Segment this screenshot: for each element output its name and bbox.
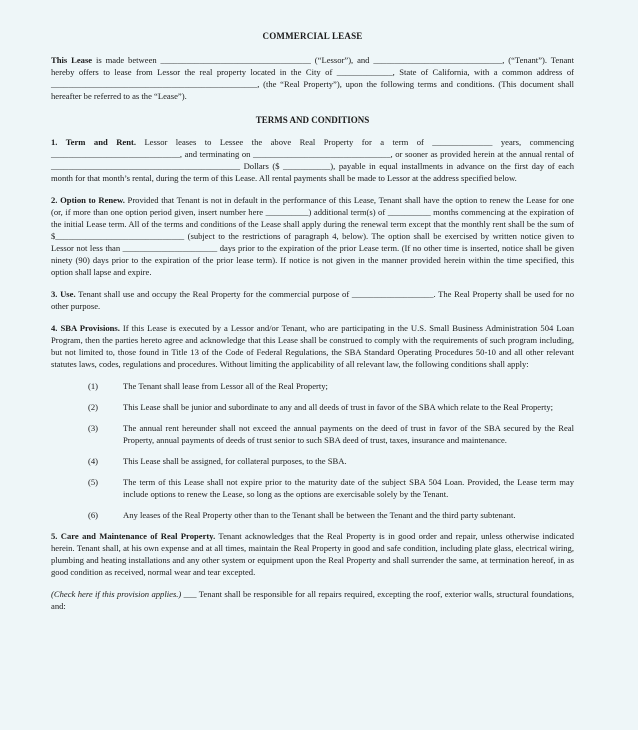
item-text: Any leases of the Real Property other than to the Tenant shall be between the Tenant and the third party subtenant.: [123, 510, 516, 520]
item-number: (4): [88, 456, 99, 466]
section-term-and-rent: [51, 136, 574, 184]
section-option-to-renew: [51, 194, 574, 278]
list-item: [51, 476, 574, 500]
section-sba-provisions: [51, 322, 574, 370]
item-text: The term of this Lease shall not expire prior to the maturity date of the subject SBA 504 Loan. Provided, the Lease term may include options to renew the Lease, so long as the options are exercisable solely by the Tenant.: [123, 477, 574, 499]
section-heading: 2. Option to Renew.: [51, 195, 125, 205]
section-body: Tenant acknowledges that the Real Property is in good order and repair, unless otherwise indicated herein. Tenant shall, at his own expense and at all times, maintain the Real Property in good and safe condition, including plate glass, electrical wiring, plumbing and heating installations and any other system or equipment upon the Real Property and shall surrender the same, at termination hereof, in as good condition as received, normal wear and tear excepted.: [51, 531, 574, 577]
section-body: Tenant shall use and occupy the Real Property for the commercial purpose of ___________________. The Real Property shall be used for no other purpose.: [51, 289, 575, 311]
list-item: [51, 509, 574, 521]
section-use: [51, 288, 574, 312]
list-item: [51, 380, 574, 392]
section-body: Lessor leases to Lessee the above Real Property for a term of ______________ years, commencing ______________________________, and terminating on ________________________________, or sooner as provided herein at the annual rental of ____________________________________________ Dollars ($ ___________), payable in equal installments in advance on the first day of each month for that month’s rental, during the term of this Lease. All rental payments shall be made to Lessor at the address specified below.: [51, 137, 574, 183]
section-body: Provided that Tenant is not in default in the performance of this Lease, Tenant shall have the option to renew the Lease for one (or, if more than one option period given, insert number here __________) additional term(s) of __________ months commencing at the expiration of the initial Lease term. All of the terms and conditions of the Lease shall apply during the renewal term except that the monthly rent shall be the sum of $______________________________ (subject to the restrictions of paragraph 4, below). The option shall be exercised by written notice given to Lessor not less than ______________________ days prior to the expiration of the prior Lease term. (If no other time is inserted, notice shall be given ninety (90) days prior to the expiration of the prior lease term). If notice is not given in the manner provided herein within the time specified, this option shall lapse and expire.: [51, 195, 574, 277]
item-text: The annual rent hereunder shall not exceed the annual payments on the deed of trust in favor of the SBA secured by the Real Property, annual payments of deeds of trust senior to such SBA deed of trust, taxes, insurance and maintenance.: [123, 423, 574, 445]
item-number: (5): [88, 477, 99, 487]
section-care-and-maintenance: [51, 530, 574, 578]
section-heading: 4. SBA Provisions.: [51, 323, 120, 333]
item-number: (1): [88, 381, 99, 391]
list-item: [51, 422, 574, 446]
item-number: (2): [88, 402, 99, 412]
list-item: [51, 401, 574, 413]
intro-paragraph: [51, 54, 574, 102]
section-heading: 1. Term and Rent.: [51, 137, 136, 147]
section-body: If this Lease is executed by a Lessor and/or Tenant, who are participating in the U.S. Small Business Administration 504 Loan Program, then the parties hereto agree and acknowledge that this Lease shall be construed to comply with the requirements of such program including, but not limited to, those found in Title 13 of the Code of Federal Regulations, the SBA Standard Operating Procedures 50-10 and all other relevant statutes laws, codes, regulations and procedures. Without limiting the applicability of all relevant law, the following conditions shall apply:: [51, 323, 574, 369]
item-number: (6): [88, 510, 99, 520]
item-text: This Lease shall be assigned, for collateral purposes, to the SBA.: [123, 456, 347, 466]
item-text: This Lease shall be junior and subordinate to any and all deeds of trust in favor of the SBA which relate to the Real Property;: [123, 402, 554, 412]
check-note-lead: (Check here if this provision applies.): [51, 589, 182, 599]
check-provision-note: [51, 588, 574, 612]
intro-body: is made between ___________________________________ (“Lessor”), and ______________________________, (“Tenant”). Tenant hereby offers to lease from Lessor the real property located in the City of _____________, State of California, with a common address of ________________________________________________, (the “Real Property”), upon the following terms and conditions. (This document shall hereafter be referred to as the “Lease”).: [51, 55, 574, 101]
section-heading: 3. Use.: [51, 289, 76, 299]
list-item: [51, 455, 574, 467]
intro-lead: This Lease: [51, 55, 93, 65]
terms-heading: TERMS AND CONDITIONS: [255, 115, 370, 125]
item-number: (3): [88, 423, 99, 433]
sba-conditions-list: [51, 380, 574, 521]
document-title: COMMERCIAL LEASE: [262, 31, 363, 41]
section-heading: 5. Care and Maintenance of Real Property.: [51, 531, 216, 541]
check-note-body: ___ Tenant shall be responsible for all repairs required, excepting the roof, exterior walls, structural foundations, and:: [51, 589, 575, 611]
item-text: The Tenant shall lease from Lessor all of the Real Property;: [123, 381, 328, 391]
